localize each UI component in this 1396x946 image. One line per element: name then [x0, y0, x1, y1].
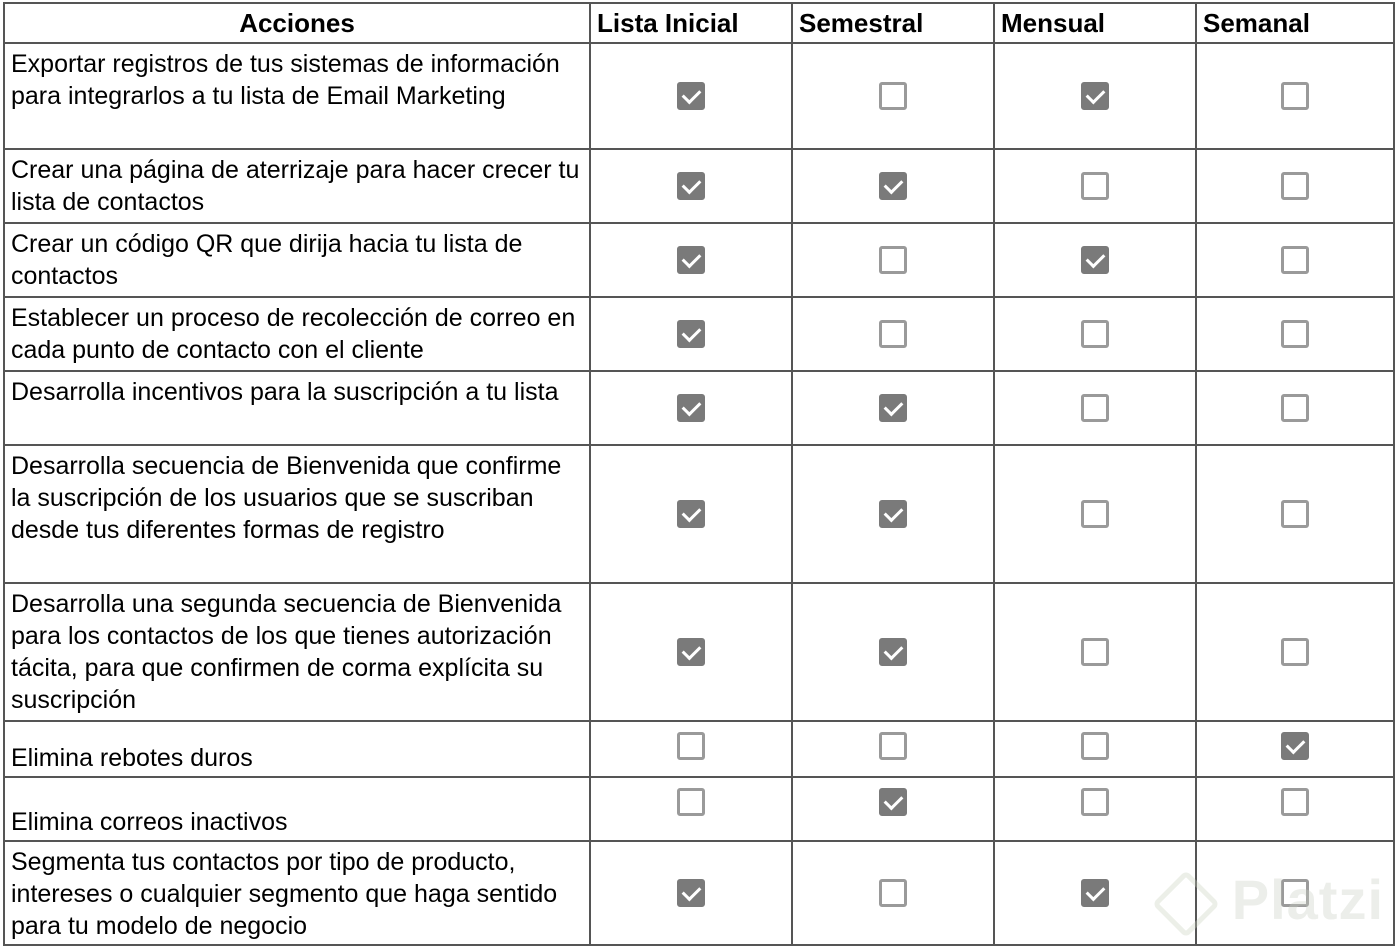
action-cell: Establecer un proceso de recolección de correo en cada punto de contacto con el cliente [4, 297, 590, 371]
check-cell-mensual [994, 223, 1196, 297]
check-cell-lista-inicial [590, 583, 792, 721]
platzi-watermark [1162, 867, 1384, 932]
check-cell-lista-inicial [590, 297, 792, 371]
checkbox-mensual[interactable] [1081, 879, 1109, 907]
check-cell-semanal [1196, 297, 1394, 371]
check-cell-semanal [1196, 149, 1394, 223]
checkbox-mensual[interactable] [1081, 500, 1109, 528]
checkbox-semanal[interactable] [1281, 394, 1309, 422]
check-cell-semanal [1196, 777, 1394, 841]
check-cell-semestral [792, 721, 994, 777]
checkbox-mensual[interactable] [1081, 172, 1109, 200]
checkbox-semestral[interactable] [879, 638, 907, 666]
table-row [4, 297, 1394, 371]
check-cell-semanal [1196, 223, 1394, 297]
check-cell-semestral [792, 583, 994, 721]
check-cell-lista-inicial [590, 223, 792, 297]
table-row [4, 721, 1394, 777]
platzi-logo-icon [1152, 870, 1220, 938]
check-cell-semanal [1196, 445, 1394, 583]
checkbox-semestral[interactable] [879, 246, 907, 274]
header-semanal: Semanal [1196, 3, 1394, 43]
check-cell-mensual [994, 371, 1196, 445]
header-acciones: Acciones [4, 3, 590, 43]
check-cell-lista-inicial [590, 445, 792, 583]
watermark-text: Platzi [1231, 868, 1384, 931]
check-cell-semestral [792, 43, 994, 149]
check-cell-lista-inicial [590, 43, 792, 149]
checkbox-lista-inicial[interactable] [677, 788, 705, 816]
header-row [4, 3, 1394, 43]
check-cell-mensual [994, 43, 1196, 149]
check-cell-lista-inicial [590, 721, 792, 777]
check-cell-semanal [1196, 583, 1394, 721]
checkbox-lista-inicial[interactable] [677, 500, 705, 528]
action-cell: Elimina correos inactivos [4, 777, 590, 841]
checkbox-lista-inicial[interactable] [677, 394, 705, 422]
action-cell: Crear una página de aterrizaje para hacer crecer tu lista de contactos [4, 149, 590, 223]
checkbox-semestral[interactable] [879, 394, 907, 422]
table-row [4, 43, 1394, 149]
checkbox-semestral[interactable] [879, 788, 907, 816]
check-cell-lista-inicial [590, 371, 792, 445]
actions-frequency-table [3, 2, 1395, 946]
check-cell-semanal [1196, 43, 1394, 149]
checkbox-semestral[interactable] [879, 500, 907, 528]
checkbox-mensual[interactable] [1081, 82, 1109, 110]
checkbox-lista-inicial[interactable] [677, 879, 705, 907]
check-cell-lista-inicial [590, 777, 792, 841]
check-cell-mensual [994, 297, 1196, 371]
action-cell: Desarrolla una segunda secuencia de Bienvenida para los contactos de los que tienes autorización tácita, para que confirmen de corma explícita su suscripción [4, 583, 590, 721]
action-cell: Exportar registros de tus sistemas de información para integrarlos a tu lista de Email Marketing [4, 43, 590, 149]
checkbox-semestral[interactable] [879, 320, 907, 348]
checkbox-semanal[interactable] [1281, 246, 1309, 274]
check-cell-mensual [994, 149, 1196, 223]
checkbox-mensual[interactable] [1081, 788, 1109, 816]
table-row [4, 445, 1394, 583]
check-cell-semestral [792, 841, 994, 945]
header-semestral: Semestral [792, 3, 994, 43]
checkbox-lista-inicial[interactable] [677, 172, 705, 200]
checkbox-semanal[interactable] [1281, 320, 1309, 348]
checkbox-lista-inicial[interactable] [677, 246, 705, 274]
action-cell: Desarrolla secuencia de Bienvenida que confirme la suscripción de los usuarios que se suscriban desde tus diferentes formas de registro [4, 445, 590, 583]
check-cell-lista-inicial [590, 149, 792, 223]
check-cell-mensual [994, 445, 1196, 583]
check-cell-mensual [994, 721, 1196, 777]
check-cell-semestral [792, 223, 994, 297]
checkbox-semestral[interactable] [879, 82, 907, 110]
checkbox-lista-inicial[interactable] [677, 320, 705, 348]
check-cell-semanal [1196, 371, 1394, 445]
checkbox-lista-inicial[interactable] [677, 82, 705, 110]
checkbox-semanal[interactable] [1281, 172, 1309, 200]
checkbox-semestral[interactable] [879, 732, 907, 760]
action-cell: Desarrolla incentivos para la suscripción a tu lista [4, 371, 590, 445]
checkbox-semestral[interactable] [879, 879, 907, 907]
checkbox-mensual[interactable] [1081, 732, 1109, 760]
action-cell: Elimina rebotes duros [4, 721, 590, 777]
table-row [4, 777, 1394, 841]
action-cell: Crear un código QR que dirija hacia tu lista de contactos [4, 223, 590, 297]
checkbox-semanal[interactable] [1281, 788, 1309, 816]
check-cell-semestral [792, 149, 994, 223]
table-row [4, 149, 1394, 223]
table-row [4, 223, 1394, 297]
action-cell: Segmenta tus contactos por tipo de producto, intereses o cualquier segmento que haga sentido para tu modelo de negocio [4, 841, 590, 945]
checkbox-mensual[interactable] [1081, 320, 1109, 348]
check-cell-mensual [994, 777, 1196, 841]
checkbox-semestral[interactable] [879, 172, 907, 200]
checkbox-semanal[interactable] [1281, 500, 1309, 528]
header-mensual: Mensual [994, 3, 1196, 43]
checkbox-mensual[interactable] [1081, 638, 1109, 666]
check-cell-mensual [994, 583, 1196, 721]
checkbox-semanal[interactable] [1281, 638, 1309, 666]
check-cell-semanal [1196, 721, 1394, 777]
checkbox-semanal[interactable] [1281, 732, 1309, 760]
checkbox-semanal[interactable] [1281, 82, 1309, 110]
table-row [4, 371, 1394, 445]
check-cell-lista-inicial [590, 841, 792, 945]
check-cell-semestral [792, 445, 994, 583]
check-cell-semestral [792, 777, 994, 841]
table-row [4, 583, 1394, 721]
check-cell-semestral [792, 297, 994, 371]
checkbox-mensual[interactable] [1081, 394, 1109, 422]
checkbox-mensual[interactable] [1081, 246, 1109, 274]
checkbox-lista-inicial[interactable] [677, 732, 705, 760]
check-cell-semestral [792, 371, 994, 445]
checkbox-lista-inicial[interactable] [677, 638, 705, 666]
header-lista-inicial: Lista Inicial [590, 3, 792, 43]
